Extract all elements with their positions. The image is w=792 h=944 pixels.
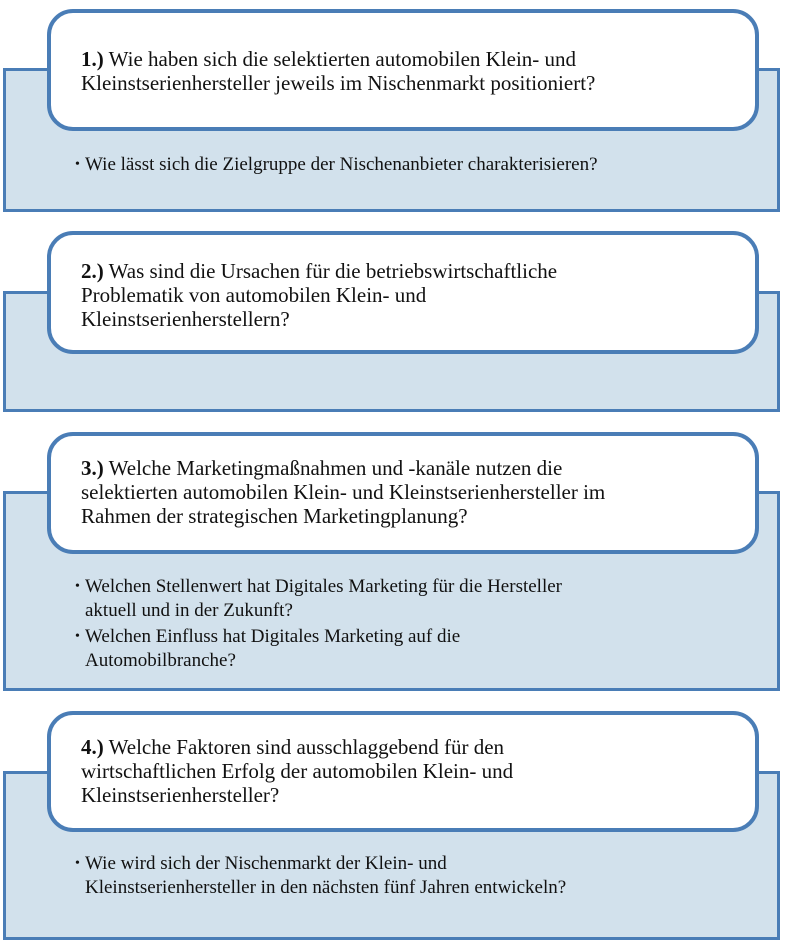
subquestion [75,575,747,623]
question-line: Kleinstserienherstellern? [81,307,290,331]
block-3-question [81,456,735,528]
question-line: Problematik von automobilen Klein- und [81,283,427,307]
subquestion-line: Welchen Stellenwert hat Digitales Marketing für die Hersteller [85,576,562,597]
question-line: wirtschaftlichen Erfolg der automobilen Klein- und [81,759,514,783]
block-4-question [81,735,735,807]
question-line: Was sind die Ursachen für die betriebswirtschaftliche [108,259,558,283]
subquestion-line: Welchen Einfluss hat Digitales Marketing auf die [85,626,461,647]
question-number: 3.) [81,456,104,480]
block-1-question-box [47,9,759,131]
block-4-question-box [47,711,759,832]
question-line: Welche Marketingmaßnahmen und -kanäle nutzen die [108,456,563,480]
question-number: 4.) [81,735,104,759]
subquestion-line: Automobilbranche? [85,650,236,671]
block-3-subquestions [75,575,747,673]
question-line: Kleinstserienhersteller? [81,783,280,807]
question-line: Rahmen der strategischen Marketingplanung? [81,504,468,528]
question-number: 2.) [81,259,104,283]
question-line: Welche Faktoren sind ausschlaggebend für den [108,735,505,759]
subquestion-line: aktuell und in der Zukunft? [85,600,293,621]
block-1-subquestions [75,153,747,177]
question-line: Kleinstserienhersteller jeweils im Nischenmarkt positioniert? [81,71,596,95]
question-line: Wie haben sich die selektierten automobilen Klein- und [108,47,577,71]
subquestion-text: Wie lässt sich die Zielgruppe der Nischenanbieter charakterisieren? [85,154,598,175]
subquestion-line: Wie wird sich der Nischenmarkt der Klein- und [85,853,447,874]
block-2-question-box [47,231,759,354]
block-1-question [81,47,735,95]
block-3-question-box [47,432,759,554]
subquestion [75,153,747,177]
question-number: 1.) [81,47,104,71]
block-4-subquestions [75,852,747,900]
subquestion [75,625,747,673]
subquestion-line: Kleinstserienhersteller in den nächsten fünf Jahren entwickeln? [85,877,567,898]
block-2-question [81,259,735,331]
subquestion [75,852,747,900]
question-line: selektierten automobilen Klein- und Kleinstserienhersteller im [81,480,606,504]
